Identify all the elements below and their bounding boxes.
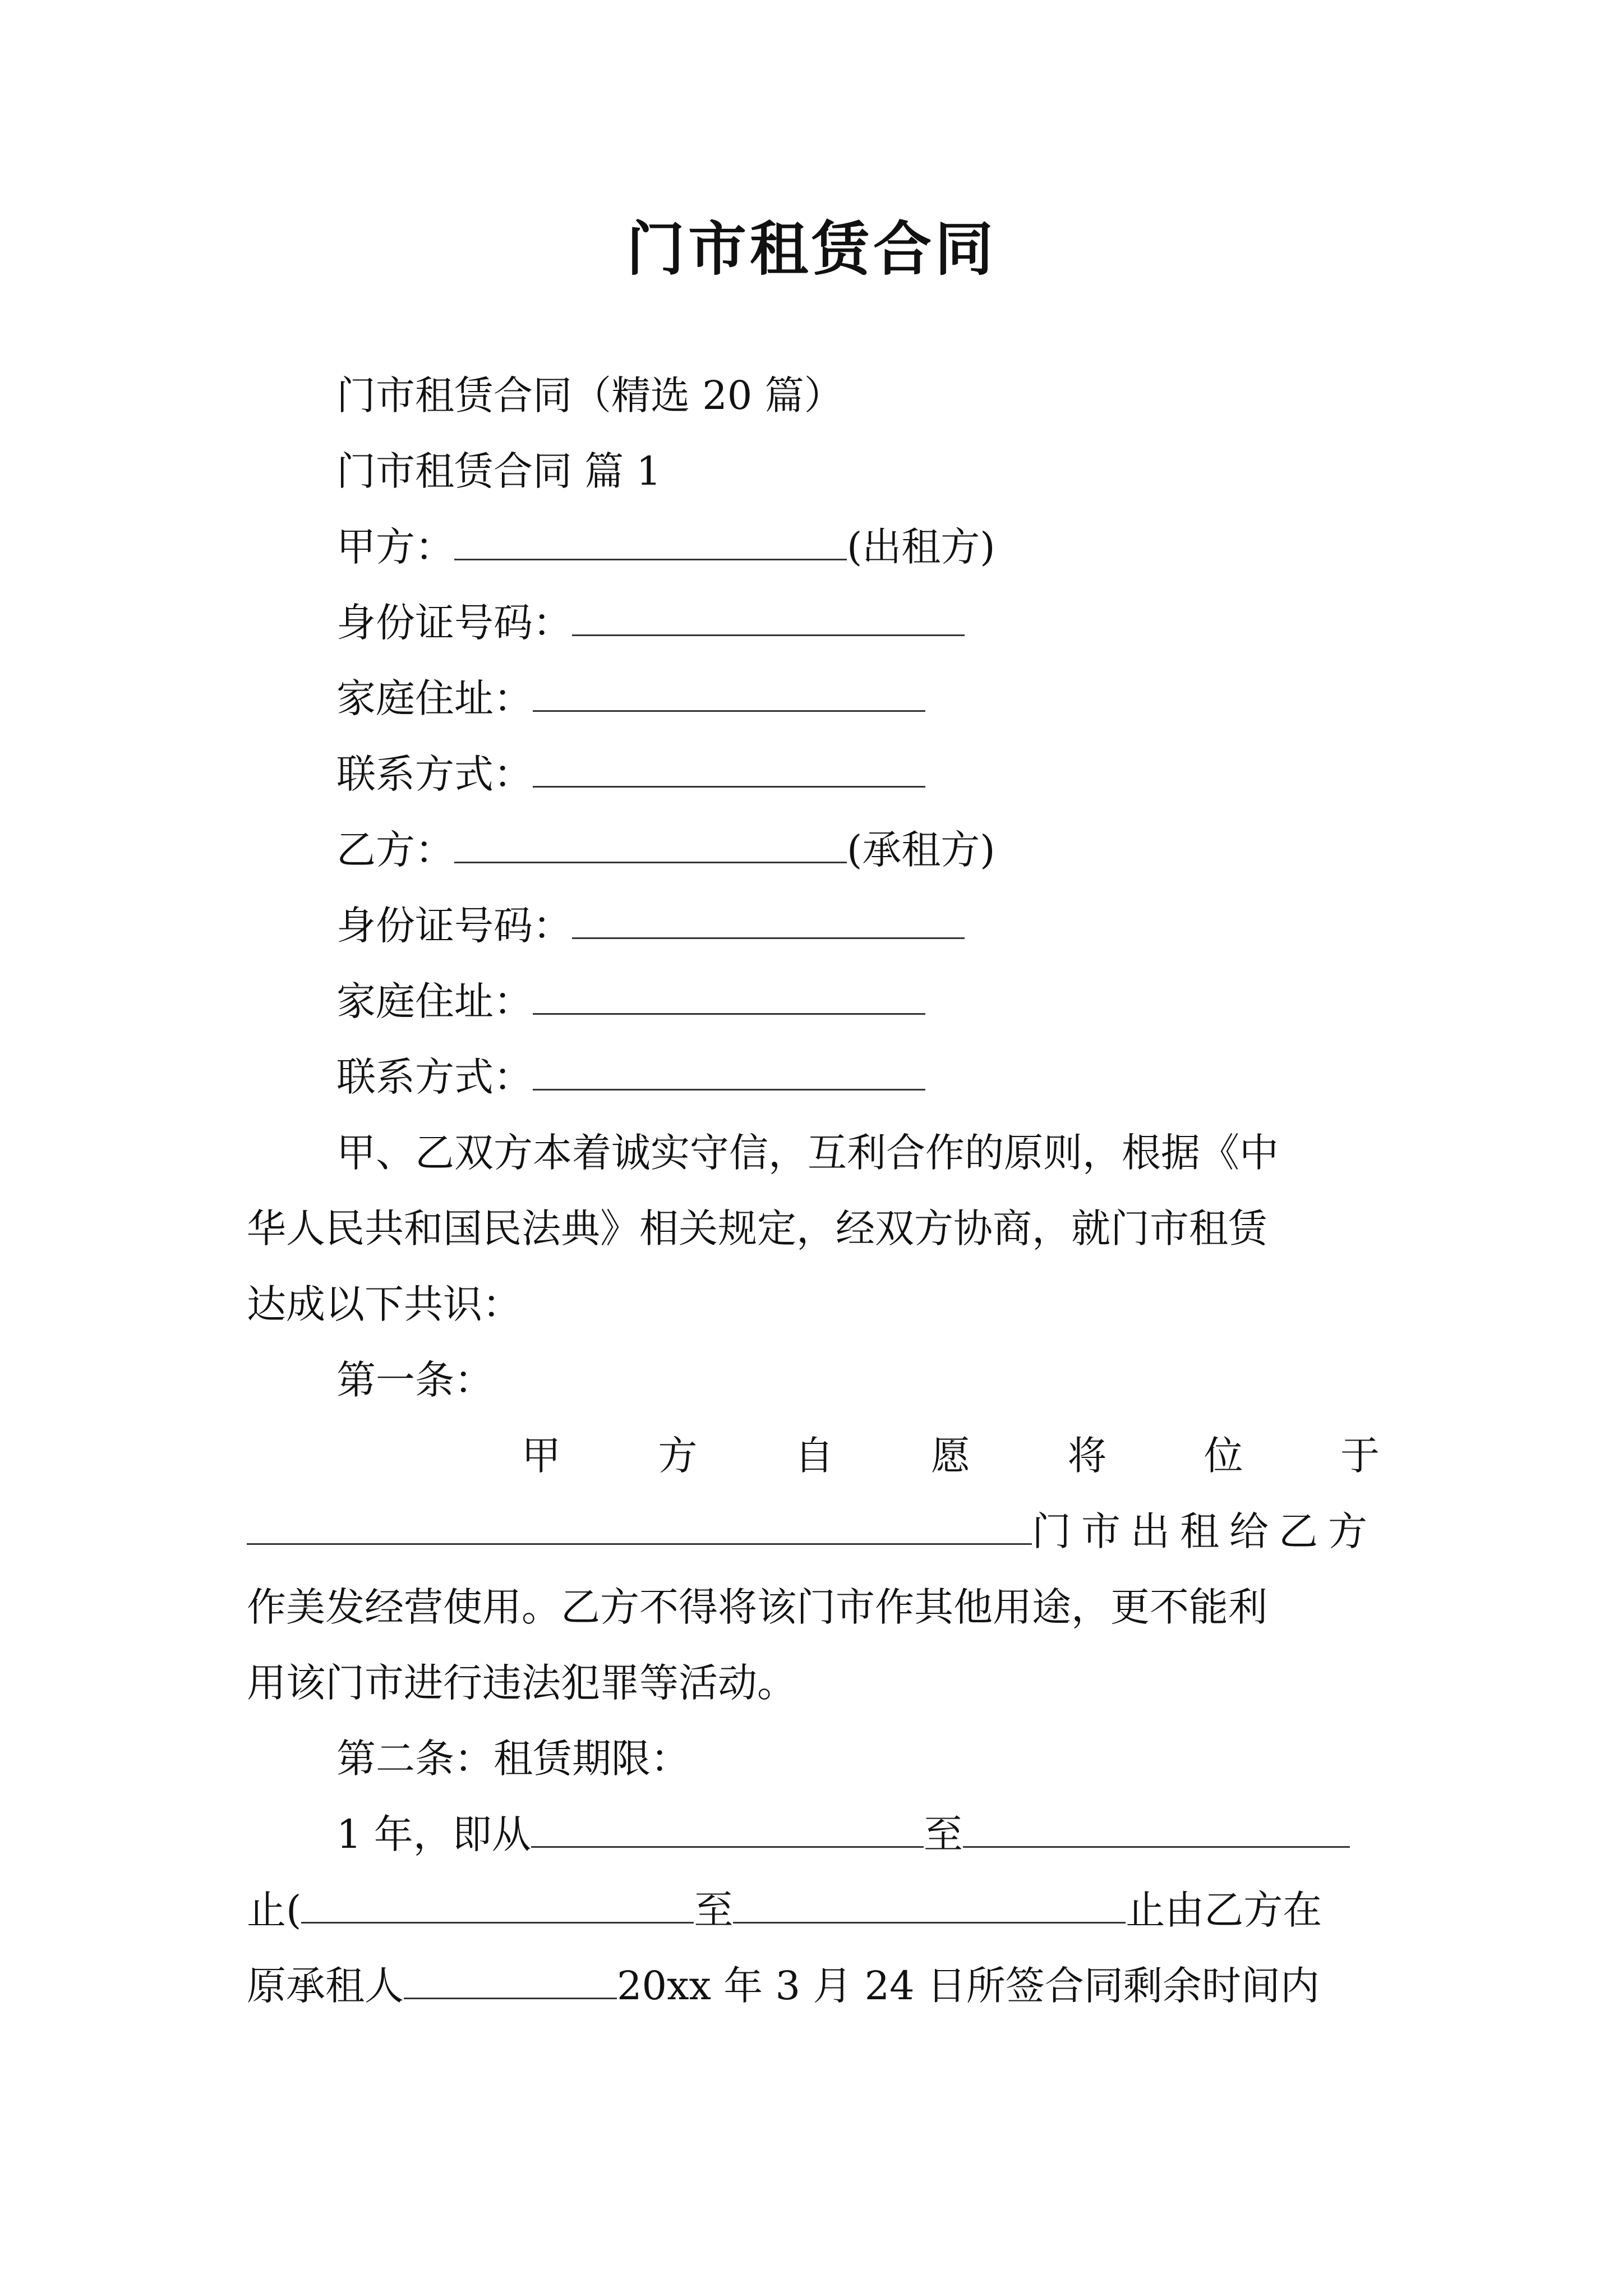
party-a-contact-label: 联系方式： bbox=[336, 751, 533, 797]
remaining-start-blank bbox=[301, 1883, 694, 1924]
party-b-contact-blank bbox=[533, 1050, 925, 1091]
spread-char: 方 bbox=[658, 1433, 698, 1479]
party-a-role: (出租方) bbox=[847, 524, 995, 570]
original-tenant-blank bbox=[404, 1958, 617, 1999]
article-1-location-text: 门市出租给乙方 bbox=[1032, 1508, 1377, 1554]
article-1-line-3: 作美发经营使用。乙方不得将该门市作其他用途，更不能利 bbox=[247, 1584, 1267, 1630]
chapter-heading: 门市租赁合同 篇 1 bbox=[336, 448, 662, 494]
article-2-period-to: 至 bbox=[923, 1811, 963, 1857]
document-title: 门市租赁合同 bbox=[626, 214, 997, 283]
subtitle: 门市租赁合同（精选 20 篇） bbox=[336, 372, 843, 418]
article-2-until: 止( bbox=[247, 1887, 302, 1933]
party-a-name-blank bbox=[454, 519, 847, 560]
party-b-contact-line bbox=[336, 1049, 925, 1105]
preamble-line-3: 达成以下共识： bbox=[247, 1281, 522, 1327]
party-a-address-label: 家庭住址： bbox=[336, 675, 533, 721]
party-a-address-line bbox=[336, 670, 925, 726]
party-a-address-blank bbox=[533, 671, 925, 712]
party-a-id-label: 身份证号码： bbox=[336, 600, 572, 646]
article-2-period-line bbox=[336, 1806, 1350, 1862]
preamble-line-2: 华人民共和国民法典》相关规定，经双方协商，就门市租赁 bbox=[247, 1205, 1267, 1251]
spread-char: 位 bbox=[1204, 1433, 1243, 1479]
spread-char: 于 bbox=[1340, 1433, 1380, 1479]
article-1-location-blank bbox=[247, 1504, 1032, 1545]
party-b-line bbox=[336, 822, 995, 878]
party-b-address-line bbox=[336, 973, 925, 1029]
article-1-location-line bbox=[247, 1503, 1377, 1559]
party-b-name-blank bbox=[454, 822, 847, 863]
spread-char: 将 bbox=[1067, 1433, 1107, 1479]
article-2-period-from: 1 年，即从 bbox=[336, 1811, 531, 1857]
party-a-id-blank bbox=[572, 595, 965, 636]
party-b-id-line bbox=[336, 898, 965, 954]
original-tenant-label: 原承租人 bbox=[247, 1963, 404, 2009]
party-b-contact-label: 联系方式： bbox=[336, 1054, 533, 1100]
spread-char: 自 bbox=[794, 1433, 834, 1479]
article-2-to-2: 至 bbox=[694, 1887, 734, 1933]
party-b-address-label: 家庭住址： bbox=[336, 978, 533, 1024]
article-2-line-2 bbox=[247, 1882, 1322, 1938]
party-b-id-blank bbox=[572, 898, 965, 939]
article-1-line-4: 用该门市进行违法犯罪等活动。 bbox=[247, 1660, 796, 1706]
start-date-blank bbox=[531, 1807, 924, 1848]
article-1-spread-line bbox=[522, 1428, 1380, 1484]
article-2-line-2-tail: 止由乙方在 bbox=[1126, 1887, 1322, 1933]
party-a-contact-blank bbox=[533, 747, 925, 788]
end-date-blank bbox=[963, 1807, 1350, 1848]
party-a-contact-line bbox=[336, 746, 925, 802]
article-2-line-3 bbox=[247, 1958, 1320, 2014]
party-b-address-blank bbox=[533, 974, 925, 1015]
remaining-end-blank bbox=[733, 1883, 1126, 1924]
party-a-label: 甲方： bbox=[336, 524, 454, 570]
party-b-label: 乙方： bbox=[336, 827, 454, 873]
party-a-line bbox=[336, 519, 995, 575]
party-a-id-line bbox=[336, 595, 965, 651]
preamble-line-1: 甲、乙双方本着诚实守信，互利合作的原则，根据《中 bbox=[336, 1130, 1279, 1176]
spread-char: 愿 bbox=[930, 1433, 970, 1479]
party-b-role: (承租方) bbox=[847, 827, 995, 873]
article-1-heading: 第一条： bbox=[336, 1357, 494, 1403]
article-2-heading: 第二条：租赁期限： bbox=[336, 1736, 690, 1782]
spread-char: 甲 bbox=[522, 1433, 561, 1479]
party-b-id-label: 身份证号码： bbox=[336, 903, 572, 949]
article-2-line-3-tail: 20xx 年 3 月 24 日所签合同剩余时间内 bbox=[617, 1963, 1320, 2009]
